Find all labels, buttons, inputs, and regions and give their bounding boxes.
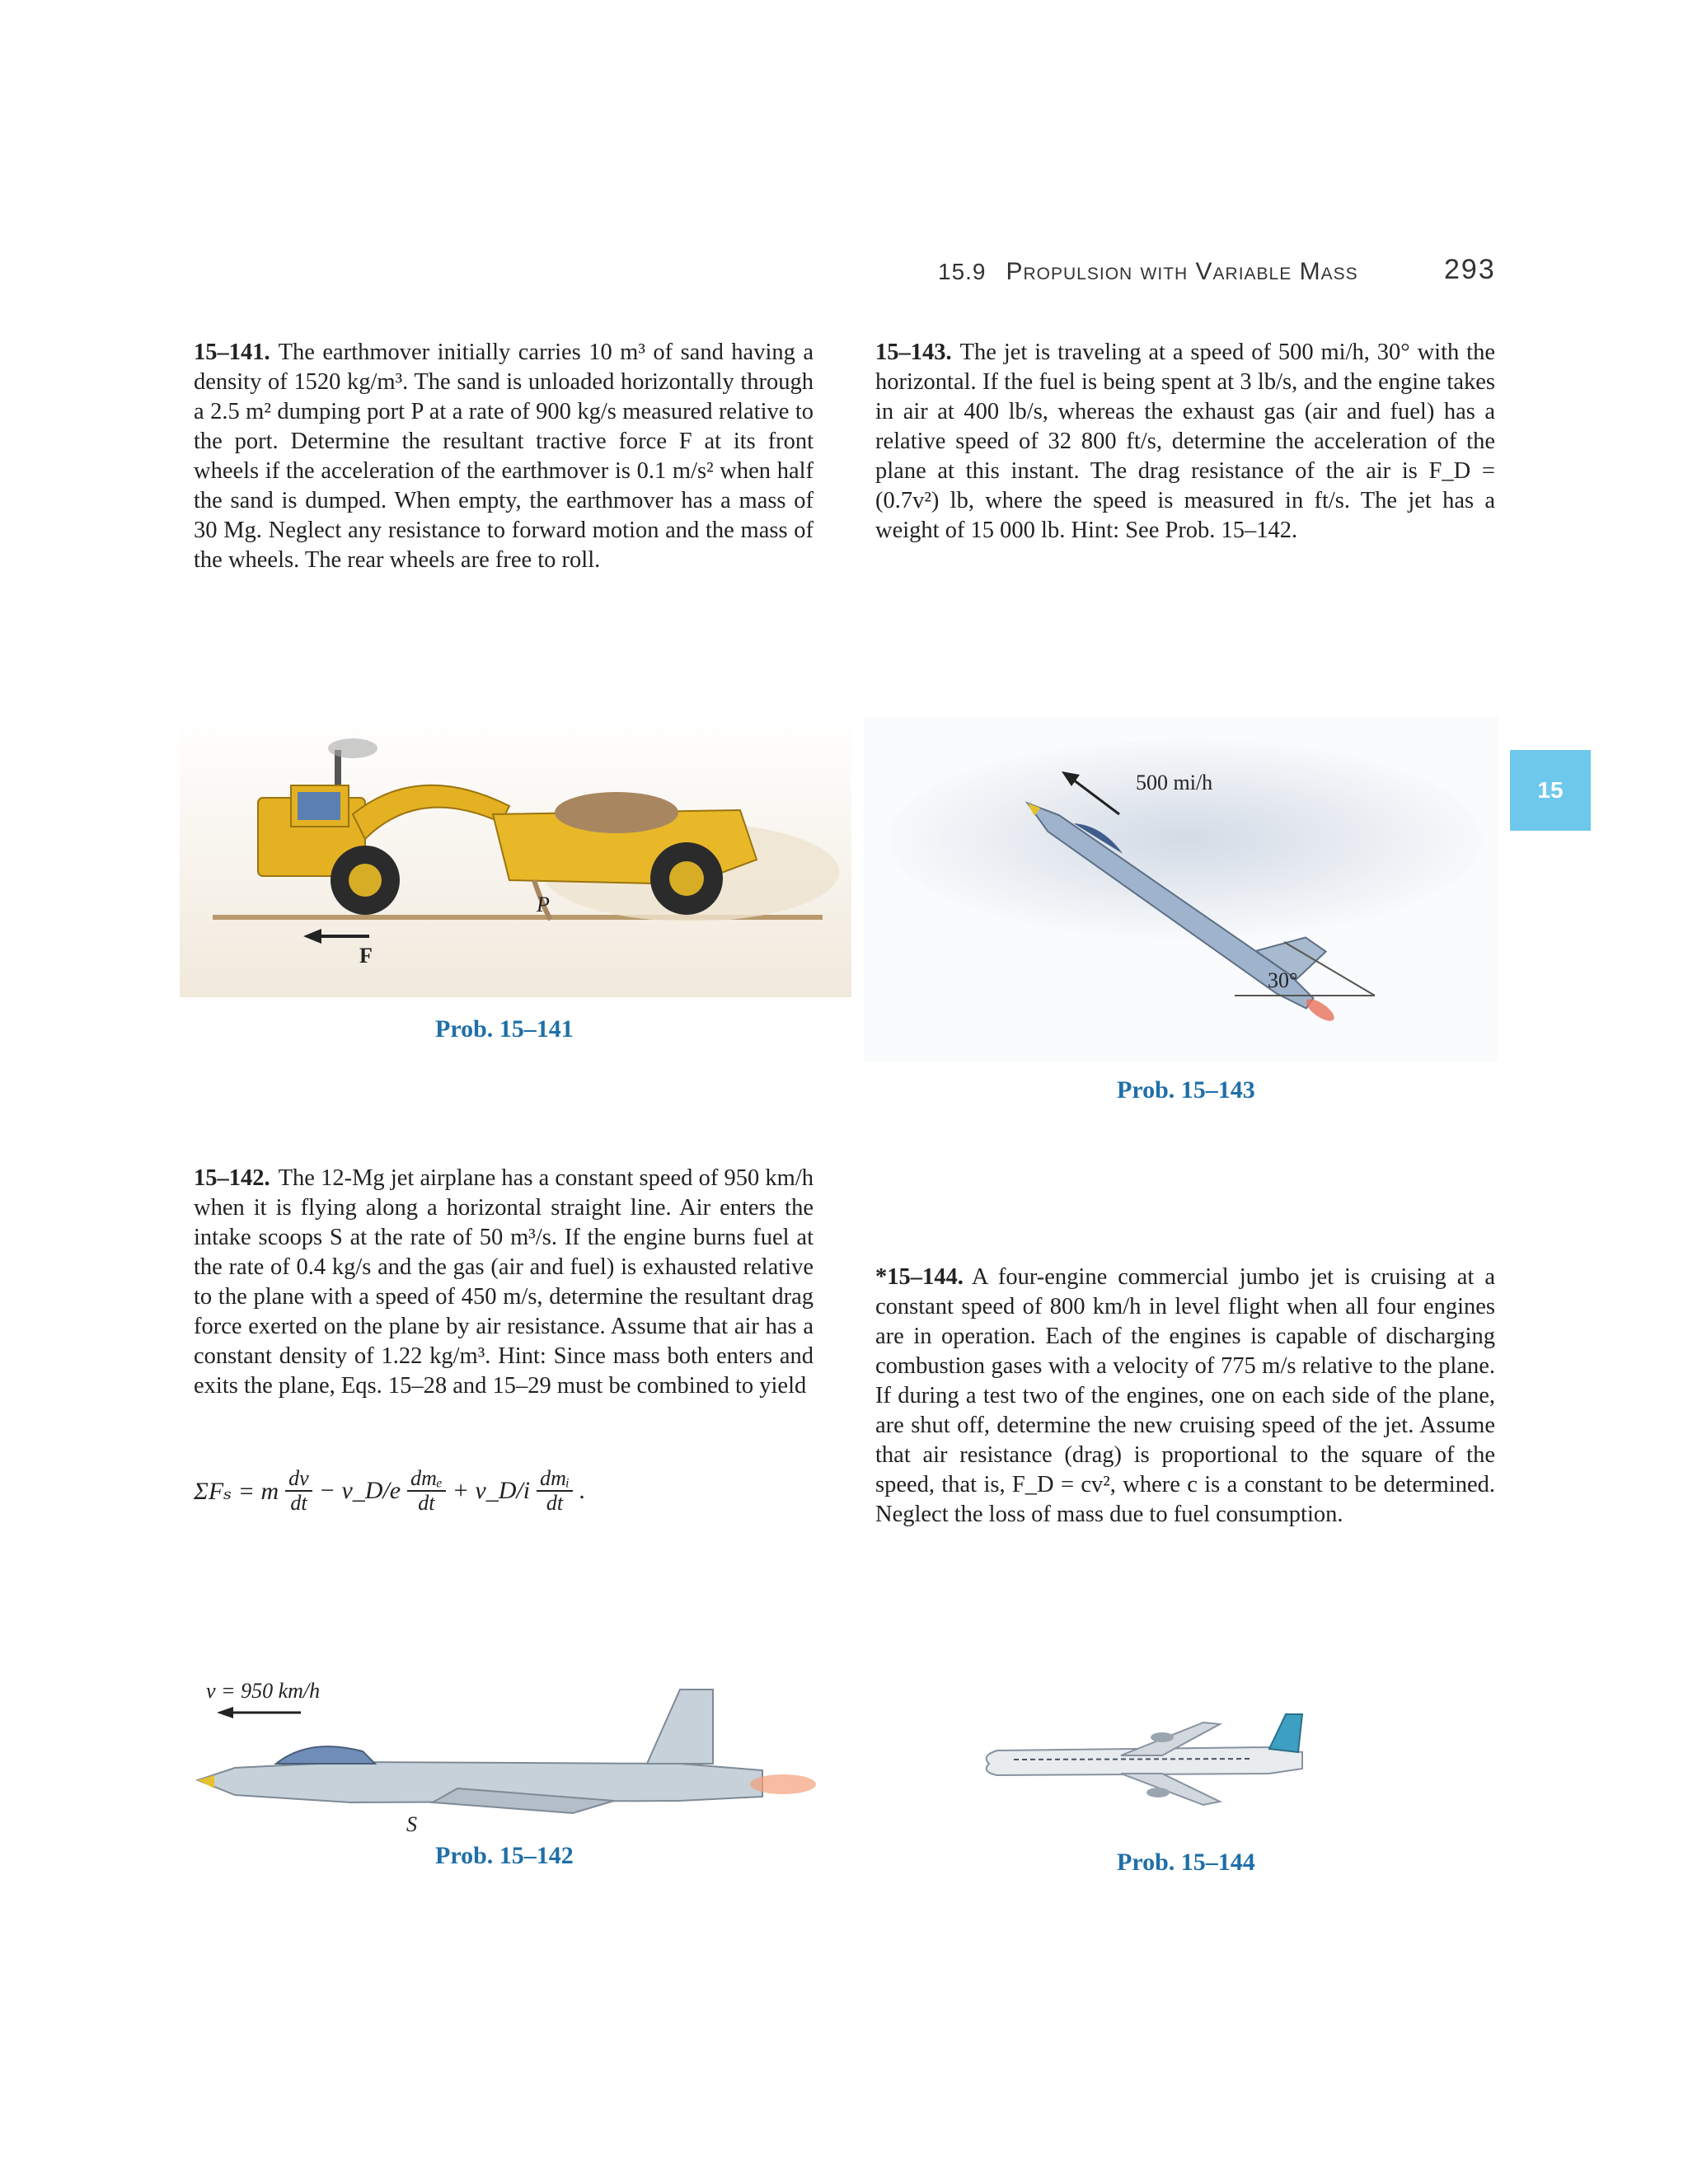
scoop-label: S	[406, 1812, 417, 1836]
figure-airliner	[973, 1698, 1335, 1830]
port-label: P	[537, 893, 550, 916]
problem-15-143	[875, 338, 1495, 546]
chapter-tab: 15	[1510, 750, 1591, 831]
section-title: Propulsion with Variable Mass	[1006, 258, 1358, 285]
force-label: F	[359, 944, 373, 968]
caption-15-141: Prob. 15–141	[435, 1015, 574, 1043]
problem-15-141	[194, 338, 814, 575]
caption-15-143: Prob. 15–143	[1117, 1076, 1255, 1104]
figure-fighter-jet	[185, 1673, 845, 1838]
problem-number: 15–141.	[194, 340, 270, 365]
problem-text: The jet is traveling at a speed of 500 mi/h, 30° with the horizontal. If the fuel is being spent at 3 lb/s, and the engine takes in air at 400 lb/s, whereas the exhaust gas (air and fuel) has a relative speed of 32 800 ft/s, determine the acceleration of the plane at this instant. The drag resistance of the air is F_D = (0.7v²) lb, where the speed is measured in ft/s. The jet has a weight of 15 000 lb. Hint: See Prob. 15–142.	[875, 340, 1495, 543]
speed-label: 500 mi/h	[1136, 771, 1213, 794]
page-number: 293	[1444, 254, 1496, 285]
problem-text: The 12-Mg jet airplane has a constant speed of 950 km/h when it is flying along a horizontal straight line. Air enters the intake scoops S at the rate of 50 m³/s. If the engine burns fuel at the rate of 0.4 kg/s and the gas (air and fuel) is exhausted relative to the plane with a speed of 450 m/s, determine the resultant drag force exerted on the plane by air resistance. Assume that air has a constant density of 1.22 kg/m³. Hint: Since mass both enters and exits the plane, Eqs. 15–28 and 15–29 must be combined to yield	[194, 1165, 814, 1399]
problem-15-144	[875, 1263, 1495, 1530]
equation-variable-mass: ΣFₛ = m $\frac{dv}{dt}$ − v_D/e $\frac{\text{dmₑ}}{dt}$ + v_D/i $\frac{\text{dmᵢ}}{dt}$ .	[194, 1466, 586, 1515]
speed-label: v = 950 km/h	[206, 1679, 321, 1703]
caption-15-144: Prob. 15–144	[1117, 1849, 1255, 1876]
airliner-illustration	[973, 1698, 1335, 1830]
section-number: 15.9	[938, 259, 987, 284]
figure-earthmover	[180, 715, 851, 997]
caption-15-142: Prob. 15–142	[435, 1842, 574, 1869]
climbing-jet-illustration	[864, 715, 1498, 1062]
earthmover-illustration	[180, 715, 851, 997]
problem-number: *15–144.	[875, 1264, 964, 1290]
running-header	[938, 258, 1358, 286]
problem-number: 15–142.	[194, 1165, 270, 1191]
problem-number: 15–143.	[875, 340, 952, 365]
angle-label: 30°	[1268, 968, 1298, 992]
fighter-jet-illustration	[185, 1673, 845, 1838]
figure-climbing-jet	[864, 715, 1498, 1062]
problem-text: A four-engine commercial jumbo jet is cruising at a constant speed of 800 km/h in level flight when all four engines are in operation. Each of the engines is capable of discharging combustion gases with a velocity of 775 m/s relative to the plane. If during a test two of the engines, one on each side of the plane, are shut off, determine the new cruising speed of the jet. Assume that air resistance (drag) is proportional to the square of the speed, that is, F_D = cv², where c is a constant to be determined. Neglect the loss of mass due to fuel consumption.	[875, 1264, 1495, 1527]
problem-15-142	[194, 1164, 814, 1401]
problem-text: The earthmover initially carries 10 m³ of sand having a density of 1520 kg/m³. The sand is unloaded horizontally through a 2.5 m² dumping port P at a rate of 900 kg/s measured relative to the port. Determine the resultant tractive force F at its front wheels if the acceleration of the earthmover is 0.1 m/s² when half the sand is dumped. When empty, the earthmover has a mass of 30 Mg. Neglect any resistance to forward motion and the mass of the wheels. The rear wheels are free to roll.	[194, 340, 814, 573]
